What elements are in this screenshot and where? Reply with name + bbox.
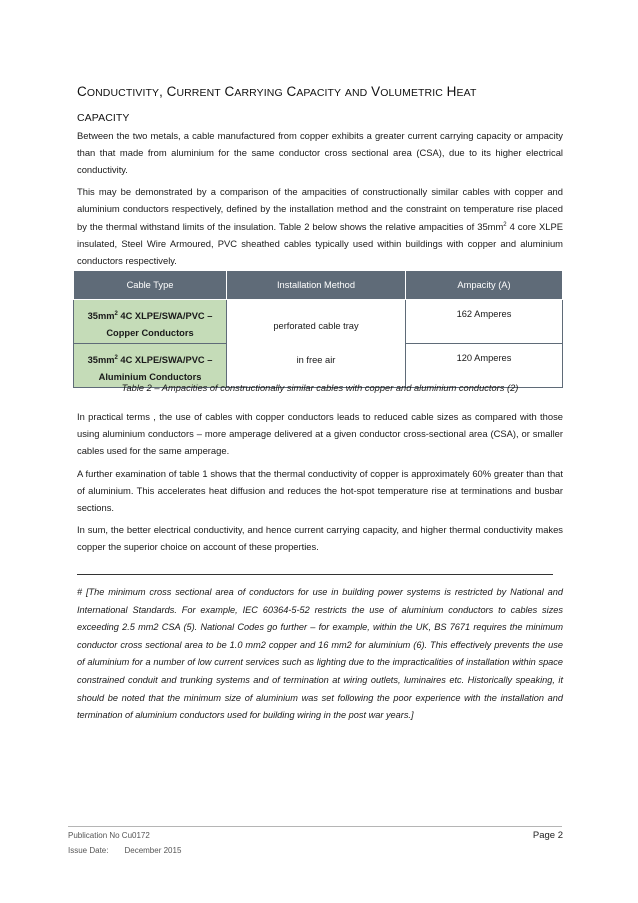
header-ampacity: Ampacity (A) — [406, 271, 563, 300]
paragraph-comparison: This may be demonstrated by a comparison of the ampacities of constructionally similar cables with copper and aluminium conductors respectively, defined by the installation method and the constraint on temperature rise placed by the thermal withstand limits of the insulation. Table 2 below shows the relative ampacities of $35mm^2$ 4 core XLPE insulated, Steel Wire Armoured, PVC sheathed cables typically used within buildings with copper and aluminium conductors respectively. — [77, 186, 563, 267]
cell-ampacity-copper: 162 Amperes — [406, 300, 563, 344]
table-header-row — [74, 271, 563, 300]
cell-ampacity-aluminium: 120 Amperes — [406, 344, 563, 388]
footer-divider — [68, 826, 562, 827]
section-heading: CONDUCTIVITY, CURRENT CARRYING CAPACITY AND VOLUMETRIC HEAT CAPACITY — [77, 84, 477, 124]
page-number: Page 2 — [532, 830, 563, 841]
header-installation-method: Installation Method — [227, 271, 406, 300]
cell-cable-type-aluminium: $35mm^2$ 4C XLPE/SWA/PVC – Aluminium Conductors — [74, 344, 227, 388]
table-caption: Table 2 – Ampacities of constructionally similar cables with copper and aluminium conductors (2) — [121, 383, 519, 393]
cell-installation-method: perforated cable tray in free air — [227, 300, 406, 388]
paragraph-thermal: A further examination of table 1 shows that the thermal conductivity of copper is approximately 60% greater than that of aluminium. This accelerates heat diffusion and reduces the hot-spot temperature rise at terminations and busbar sections. — [77, 468, 563, 513]
header-cable-type: Cable Type — [74, 271, 227, 300]
paragraph-intro: Between the two metals, a cable manufactured from copper exhibits a greater current carrying capacity or ampacity than that made from aluminium for the same conductor cross sectional area (CSA), due to its higher electrical conductivity. — [77, 130, 563, 175]
paragraph-summary: In sum, the better electrical conductivity, and hence current carrying capacity, and higher thermal conductivity makes copper the superior choice on account of these properties. — [77, 524, 563, 552]
publication-number: Publication No Cu0172 — [68, 831, 150, 840]
footnote-divider — [77, 574, 553, 575]
cell-cable-type-copper: $35mm^2$ 4C XLPE/SWA/PVC – Copper Conductors — [74, 300, 227, 344]
issue-date: Issue Date: December 2015 — [68, 846, 182, 855]
table-row — [74, 300, 563, 344]
paragraph-practical: In practical terms , the use of cables with copper conductors leads to reduced cable sizes as compared with those using aluminium conductors – more amperage delivered at a given conductor cross-sectional area (CSA), or smaller cables used for the same amperage. — [77, 411, 563, 456]
footnote: # [The minimum cross sectional area of conductors for use in building power systems is restricted by National and International Standards. For example, IEC 60364-5-52 restricts the use of aluminium conductors to cables sizes exceeding 2.5 mm2 CSA (5). National Codes go further – for example, within the UK, BS 7671 requires the minimum conductor cross sectional area to be 1.0 mm2 copper and 16 mm2 for aluminium (6). This effectively prevents the use of aluminium for a number of low current services such as lighting due to the impracticalities of installation within space constrained conduit and trunking systems and of termination at wiring outlets, luminaires etc. Historically speaking, it should be noted that the minimum size of aluminium was set following the poor experience with the installation and termination of aluminium conductors used for building wiring in the post war years.] — [77, 587, 563, 721]
ampacity-table — [73, 270, 563, 388]
